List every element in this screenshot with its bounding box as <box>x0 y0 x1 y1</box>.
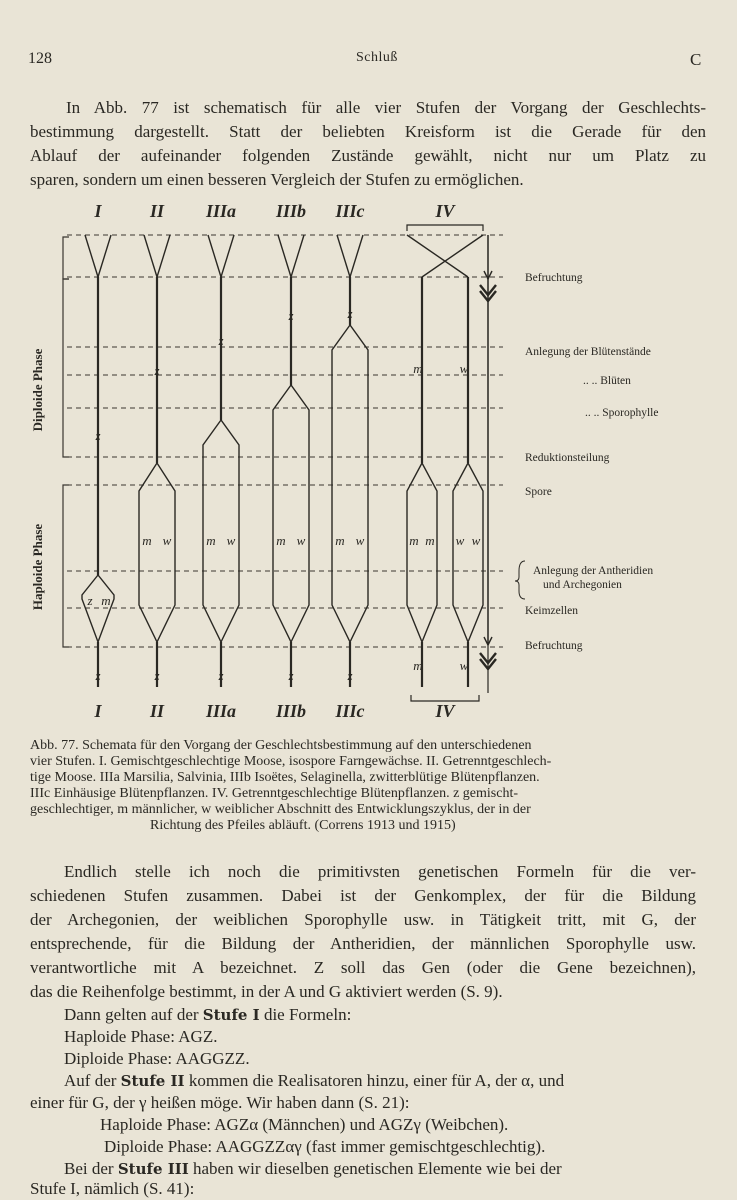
caption-line: tige Moose. IIIa Marsilia, Salvinia, IIIb Isoëtes, Selaginella, zwitterblütige Blütenpflanzen. <box>30 770 540 785</box>
stage-annotation: Anlegung der Blütenstände <box>525 346 651 358</box>
stage-label-bottom: II <box>149 701 165 721</box>
text-fragment: Dann gelten auf der <box>64 1005 203 1024</box>
body-line: schiedenen Stufen zusammen. Dabei ist der Genkomplex, der für die Bildung <box>30 886 696 905</box>
caption-line: Abb. 77. Schemata für den Vorgang der Geschlechtsbestimmung auf den unterschiedenen <box>30 738 532 753</box>
sex-mark: w <box>471 533 481 548</box>
group-bracket <box>407 225 483 231</box>
split-shape <box>453 463 483 642</box>
caption-line: IIIc Einhäusige Blütenpflanzen. IV. Getrenntgeschlechtige Blütenpflanzen. z gemischt- <box>30 786 519 801</box>
text-fragment: kommen die Realisatoren hinzu, einer für A, der α, und <box>184 1071 565 1090</box>
text-fragment: haben wir dieselben genetischen Elemente wie bei der <box>188 1159 562 1178</box>
haploid-bracket <box>63 485 69 647</box>
intro-line: In Abb. 77 ist schematisch für alle vier Stufen der Vorgang der Geschlechts- <box>66 98 706 117</box>
stufe2-diploid-formula: Diploide Phase: AAGGZZαγ (fast immer gemischtgeschlechtig). <box>104 1137 546 1156</box>
fusion-line <box>157 235 170 277</box>
sex-mark: m <box>425 533 435 548</box>
stufe-label: Stufe II <box>120 1072 185 1090</box>
sex-mark: z <box>95 668 101 683</box>
sex-mark: z <box>347 668 353 683</box>
fusion-line <box>208 235 221 277</box>
sex-determination-schema-figure <box>25 195 705 725</box>
sex-mark: m <box>409 533 419 548</box>
text-fragment: Auf der <box>64 1071 121 1090</box>
bracket <box>63 237 69 279</box>
fusion-line <box>278 235 291 277</box>
stage-annotation: Befruchtung <box>525 640 583 652</box>
caption-line: vier Stufen. I. Gemischtgeschlechtige Moose, isospore Farngewächse. II. Getrenntgeschlech- <box>30 754 552 769</box>
running-title: Schluß <box>356 50 398 65</box>
stage-label-bottom: IV <box>435 701 455 721</box>
sex-mark: z <box>218 668 224 683</box>
body-line: verantwortliche mit A bezeichnet. Z soll das Gen (oder die Gene bezeichnen), <box>30 958 696 977</box>
sex-mark: z <box>95 428 101 443</box>
stage-annotation: Spore <box>525 486 552 498</box>
sex-mark: z <box>288 308 294 323</box>
caption-line: Richtung des Pfeiles abläuft. (Correns 1913 und 1915) <box>150 818 456 833</box>
fusion-line <box>98 235 111 277</box>
stage-annotation: Keimzellen <box>525 605 579 617</box>
page-number: 128 <box>28 50 52 67</box>
sex-mark: m <box>335 533 345 548</box>
diploid-phase-label: Diploide Phase <box>30 348 45 432</box>
sex-mark: z <box>218 333 224 348</box>
body-line: entsprechende, für die Bildung der Antheridien, der männlichen Sporophylle usw. <box>30 934 696 953</box>
label-brace <box>515 561 525 599</box>
intro-line: Ablauf der aufeinander folgenden Zustände gewählt, nicht nur um Platz zu <box>30 146 706 165</box>
sex-mark: z <box>288 668 294 683</box>
sex-mark: w <box>459 658 469 673</box>
sex-mark: m <box>101 593 111 608</box>
stufe1-intro <box>64 1004 351 1026</box>
fusion-line <box>291 235 304 277</box>
stage-annotation: .. .. Blüten <box>583 375 631 387</box>
stage-annotation: .. .. Sporophylle <box>585 407 659 419</box>
stufe-label: Stufe I <box>202 1006 260 1024</box>
haploid-phase-label: Haploide Phase <box>30 523 45 611</box>
sex-mark: w <box>355 533 365 548</box>
sex-mark: z <box>347 306 353 321</box>
stage-annotation: Anlegung der Antheridien <box>533 565 654 577</box>
stage-label-top: II <box>149 201 165 221</box>
body-line: das die Reihenfolge bestimmt, in der A und G aktiviert werden (S. 9). <box>30 982 503 1001</box>
sex-mark: w <box>226 533 236 548</box>
figure-caption <box>30 738 696 834</box>
intro-paragraph <box>30 96 706 192</box>
diploid-bracket <box>63 279 69 457</box>
stufe3-line: Stufe I, nämlich (S. 41): <box>30 1179 195 1198</box>
stufe3-intro <box>64 1158 562 1180</box>
sex-mark: z <box>154 668 160 683</box>
sex-mark: z <box>87 593 93 608</box>
stage-annotation: Reduktionsteilung <box>525 452 610 464</box>
split-shape <box>203 420 239 642</box>
stage-label-bottom: IIIa <box>205 701 237 721</box>
fusion-line <box>221 235 234 277</box>
fusion-line <box>144 235 157 277</box>
stage-annotation: und Archegonien <box>543 579 622 591</box>
body-paragraph <box>30 860 696 1004</box>
sex-mark: m <box>413 361 423 376</box>
sex-mark: m <box>276 533 286 548</box>
split-shape <box>407 463 437 642</box>
signature-mark: C <box>690 50 702 69</box>
stufe1-haploid-formula: Haploide Phase: AGZ. <box>64 1027 218 1046</box>
body-line: der Archegonien, der weiblichen Sporophylle usw. in Tätigkeit tritt, mit G, der <box>30 910 696 929</box>
sex-mark: w <box>296 533 306 548</box>
stufe1-diploid-formula: Diploide Phase: AAGGZZ. <box>64 1049 250 1068</box>
caption-line: geschlechtiger, m männlicher, w weiblicher Abschnitt des Entwicklungszyklus, der in der <box>30 802 531 817</box>
stage-label-bottom: I <box>94 701 102 721</box>
stufe-label: Stufe III <box>117 1160 189 1178</box>
sex-mark: w <box>455 533 465 548</box>
split-shape <box>332 325 368 642</box>
stage-label-top: IIIc <box>335 201 365 221</box>
text-fragment: Bei der <box>64 1159 118 1178</box>
sex-mark: w <box>162 533 172 548</box>
fusion-line <box>350 235 363 277</box>
stage-label-top: IIIa <box>205 201 237 221</box>
stage-annotation: Befruchtung <box>525 272 583 284</box>
stage-label-bottom: IIIc <box>335 701 365 721</box>
stage-label-top: IIIb <box>275 201 307 221</box>
stage-label-bottom: IIIb <box>275 701 307 721</box>
stufe2-intro <box>64 1070 564 1092</box>
split-shape <box>273 385 309 642</box>
intro-line: sparen, sondern um einen besseren Vergleich der Stufen zu ermöglichen. <box>30 170 524 189</box>
stufe2-haploid-formula: Haploide Phase: AGZα (Männchen) und AGZγ (Weibchen). <box>100 1115 509 1134</box>
fusion-line <box>85 235 98 277</box>
stage-label-top: I <box>94 201 102 221</box>
sex-mark: m <box>142 533 152 548</box>
intro-line: bestimmung dargestellt. Statt der beliebten Kreisform ist die Gerade für den <box>30 122 706 141</box>
sex-mark: w <box>459 361 469 376</box>
fusion-line <box>337 235 350 277</box>
crossing-lines <box>407 235 483 277</box>
text-fragment: die Formeln: <box>259 1005 352 1024</box>
stage-label-top: IV <box>435 201 455 221</box>
stufe2-line: einer für G, der γ heißen möge. Wir haben dann (S. 21): <box>30 1093 410 1112</box>
body-line: Endlich stelle ich noch die primitivsten genetischen Formeln für die ver- <box>64 862 696 881</box>
sex-mark: m <box>413 658 423 673</box>
split-shape <box>139 463 175 642</box>
sex-mark: m <box>206 533 216 548</box>
sex-mark: z <box>154 363 160 378</box>
